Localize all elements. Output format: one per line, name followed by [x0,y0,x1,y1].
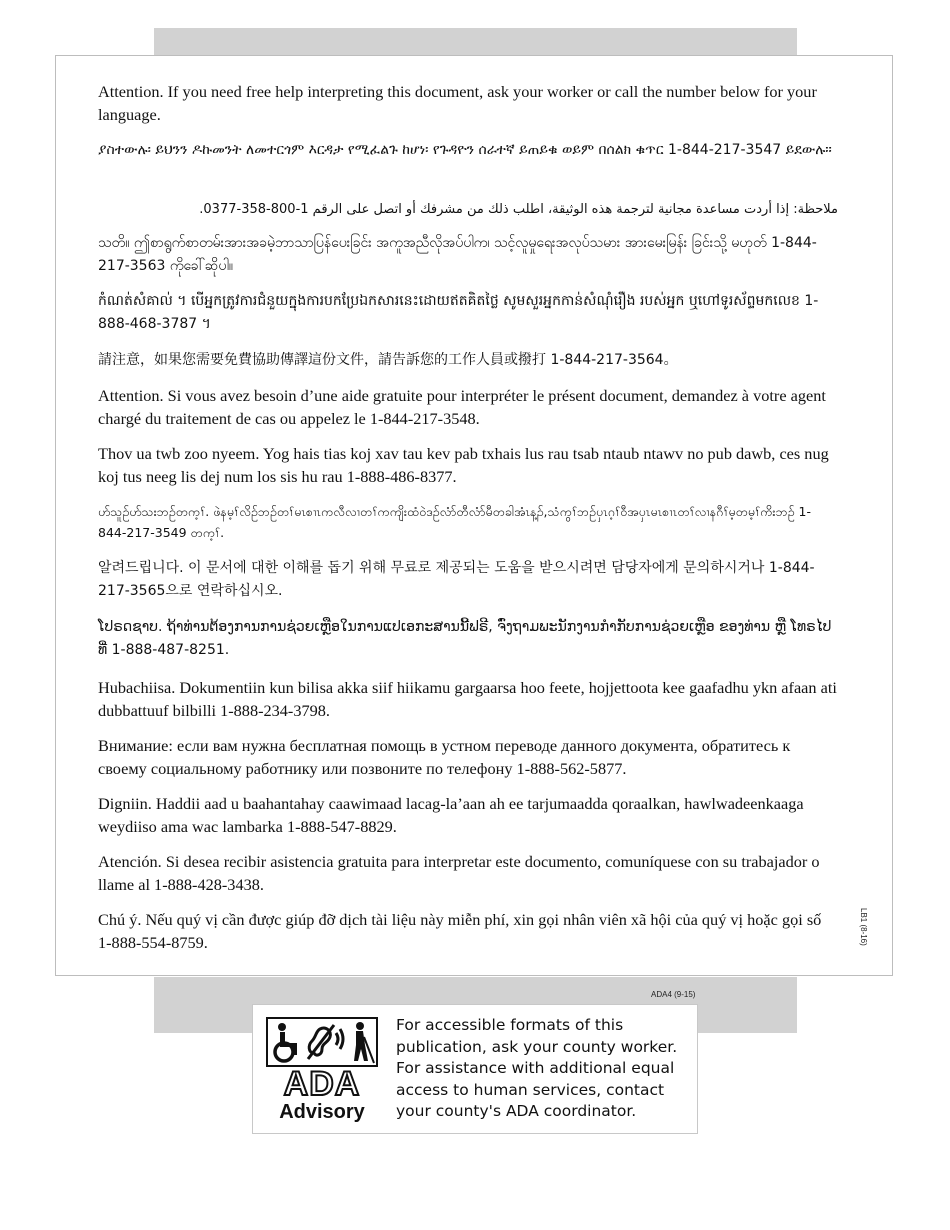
notice-french: Attention. Si vous avez besoin d’une aide gratuite pour interpréter le présent document, demandez à votre agent chargé du traitement de cas ou appelez le 1-844-217-3548. [98,386,826,428]
hearing-icon [308,1025,343,1059]
accessibility-icons [266,1017,378,1067]
ada-logo-advisory-word: Advisory [279,1101,365,1123]
notice-korean: 알려드립니다. 이 문서에 대한 이해를 돕기 위해 무료로 제공되는 도움을 받으시려면 담당자에게 문의하시거나 1-844-217-3565으로 연락하십시오. [98,560,815,599]
notice-karen: ဟ်သူဉ်ဟ်သးဘဉ်တက့ၢ်. ဖဲနမ့ၢ်လိဉ်ဘဉ်တၢ်မၤစၢၤကလီလၢတၢ်ကကျိးထံဝဲဒဉ်လံာ်တီလံာ်မီတခါအံၤန့ၣ်,သံကွၢ်ဘဉ်ပှၤဂ့ၢ်ဝီအပှၤမၤစၢၤတၢ်လၢနဂီၢ်မ့တမ့ၢ်ကိးဘဉ် 1-844-217-3549 တက့ၢ်. [98,504,811,540]
notice-oromo: Hubachiisa. Dokumentiin kun bilisa akka siif hiikamu gargaarsa hoo feete, hojjettoota kee gaafadhu ykn afaan ati dubbattuuf bilbilli 1-888-234-3798. [98,678,837,720]
ada-logo [266,1017,378,1123]
notice-somali: Digniin. Haddii aad u baahantahay caawimaad lacag-la’aan ah ee tarjumaadda qoraalkan, hawlwadeenkaaga weydiiso ama wac lambarka 1-888-547-8829. [98,794,804,836]
wheelchair-icon [275,1023,297,1061]
notice-spanish: Atención. Si desea recibir asistencia gratuita para interpretar este documento, comuníquese con su trabajador o llame al 1-888-428-3438. [98,852,820,894]
notice-english: Attention. If you need free help interpreting this document, ask your worker or call the number below for your language. [98,82,817,124]
notice-hmong: Thov ua twb zoo nyeem. Yog hais tias koj xav tau kev pab txhais lus rau tsab ntaub ntawv no pub dawb, ces nug koj tus neeg lis dej num los sis hu rau 1-888-486-8377. [98,444,829,486]
ada-advisory-text: For accessible formats of this publication, ask your county worker. For assistance with additional equal access to human services, contact your county's ADA coordinator. [396,1016,678,1121]
notice-amharic: ያስተውሉ፡ ይህንን ዶኩመንት ለመተርጎም እርዳታ የሚፈልጉ ከሆነ፡ የጉዳዮን ሰራተኛ ይጠይቁ ወይም በሰልክ ቁጥር 1-844-217-3547 ይደውሉ። [98,142,832,158]
form-code-side: LB1 (8-16) [859,908,868,946]
notice-chinese: 請注意，如果您需要免費協助傳譯這份文件，請告訴您的工作人員或撥打 1-844-217-3564。 [98,352,678,368]
ada-form-code: ADA4 (9-15) [651,990,696,999]
notice-vietnamese: Chú ý. Nếu quý vị cần được giúp đỡ dịch tài liệu này miễn phí, xin gọi nhân viên xã hội của quý vị hoặc gọi số 1-888-554-8759. [98,910,822,952]
notice-russian: Внимание: если вам нужна бесплатная помощь в устном переводе данного документа, обратитесь к своему социальному работнику или позвоните по телефону 1-888-562-5877. [98,736,791,778]
notice-lao: ໂປຣດຊາບ. ຖ້າທ່ານຕ້ອງການການຊ່ວຍເຫຼືອໃນການແປເອກະສານນີ້ຟຣີ, ຈົ່ງຖາມພະນັກງານກໍາກັບການຊ່ວຍເຫຼືອ ຂອງທ່ານ ຫຼື ໂທຣໄປທີ່ 1-888-487-8251. [98,619,832,658]
notice-arabic: ملاحظة: إذا أردت مساعدة مجانية لترجمة هذه الوثيقة، اطلب ذلك من مشرفك أو اتصل على الرقم 1-800-358-0377. [199,202,838,217]
notice-burmese: သတိ။ ဤစာရွက်စာတမ်းအားအခမဲ့ဘာသာပြန်ပေးခြင်း အကူအညီလိုအပ်ပါက၊ သင့်လူမှုရေးအလုပ်သမား အားမေးမြန်း ခြင်းသို့ မဟုတ် 1-844-217-3563 ကိုခေါ်ဆိုပါ။ [98,235,817,274]
ada-advisory-box [252,1004,698,1134]
accessibility-icons-svg [268,1019,376,1065]
ada-logo-letters: ADA [283,1065,361,1103]
notice-cambodian: កំណត់សំគាល់ ។ បើអ្នកត្រូវការជំនួយក្នុងការបកប្រែឯកសារនេះដោយឥតគិតថ្លៃ សូមសួរអ្នកកាន់សំណុំរឿង របស់អ្នក ឬហៅទូរស័ព្ទមកលេខ 1-888-468-3787 ។ [98,293,819,332]
top-gray-band [154,28,797,56]
blind-person-icon [354,1022,374,1063]
